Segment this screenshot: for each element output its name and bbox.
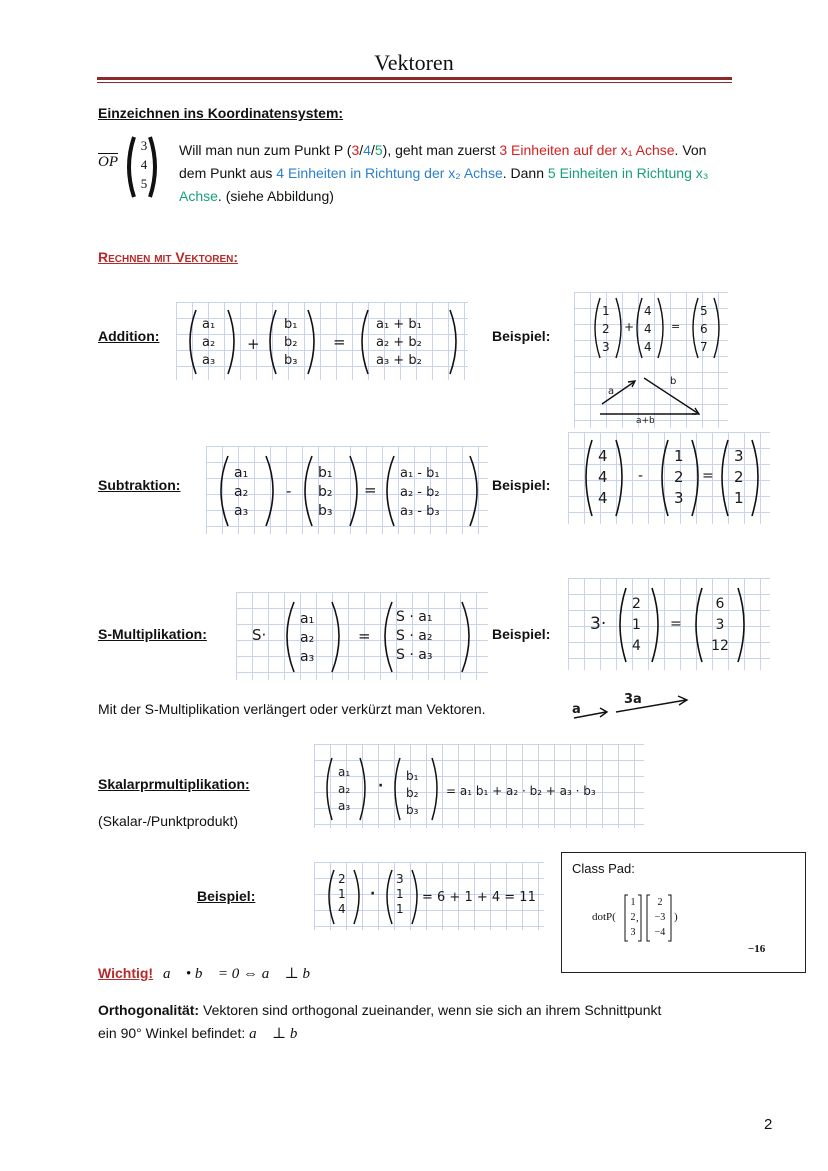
op-x: 3 — [140, 138, 148, 153]
vector-b-label: b — [670, 376, 677, 387]
title-rule — [97, 77, 732, 80]
smult-note: Mit der S-Multiplikation verlängert oder verkürzt man Vektoren. — [98, 701, 486, 717]
wichtig-line — [98, 964, 322, 983]
addition-formula: a₁ a₂ a₃ + b₁ b₂ b₃ = a₁ + b₁ a₂ + b₂ a₃ + b₂ — [176, 302, 468, 380]
wichtig-label: Wichtig! — [98, 965, 154, 981]
page-number: 2 — [764, 1116, 773, 1133]
classpad-fn: dotP( — [592, 911, 616, 923]
subtraktion-label: Subtraktion: — [98, 477, 181, 493]
classpad-box: Class Pad: dotP( 1 2 3 , 2 −3 −4 ) −16 — [561, 852, 806, 973]
addition-example-label: Beispiel: — [492, 328, 551, 344]
op-z: 5 — [140, 176, 148, 191]
ortho-paragraph: Orthogonalität: Vektoren sind orthogonal zueinander, wenn sie sich an ihrem Schnittpunkt ein 90° Winkel befindet: a⃗ ⊥ b⃗ — [98, 1002, 662, 1042]
op-y: 4 — [140, 157, 148, 172]
addition-label: Addition: — [98, 328, 160, 344]
vector-sum-label: a+b — [636, 416, 655, 426]
ortho-label: Orthogonalität: — [98, 1002, 200, 1018]
page-title: Vektoren — [374, 50, 454, 75]
skalar-sublabel: (Skalar-/Punktprodukt) — [98, 813, 239, 829]
smult-label: S-Multiplikation: — [98, 626, 207, 642]
smult-arrows: a 3a — [566, 688, 694, 728]
op-vector — [98, 134, 168, 200]
skalar-label: Skalarprmultiplikation: — [98, 776, 250, 792]
addition-example: 1 2 3 + 4 4 4 = 5 6 7 a b a+b — [574, 292, 728, 428]
skalar-example: 2 1 4 · 3 1 1 = 6 + 1 + 4 = 11 — [314, 862, 544, 930]
op-label: $\overline{OP}$ — [98, 154, 118, 170]
skalar-formula: a₁ a₂ a₃ · b₁ b₂ b₃ = a₁ b₁ + a₂ · b₂ + a₃ · b₃ — [314, 744, 644, 828]
classpad-title: Class Pad: — [572, 861, 635, 876]
subtraktion-example-label: Beispiel: — [492, 477, 551, 493]
classpad-result: −16 — [748, 943, 766, 955]
wichtig-formula: a⃗ • b⃗ = 0 ⇔ a⃗ ⊥ b⃗ — [162, 966, 322, 982]
smult-example: 3· 2 1 4 = 6 3 12 — [568, 578, 770, 670]
point-explanation: Will man nun zum Punkt P (3/4/5), geht man zuerst 3 Einheiten auf der x₁ Achse. Von dem Punkt aus 4 Einheiten in Richtung der x₂ Achse. Dann 5 Einheiten in Richtung x₃ Achse. (siehe Abbildung) — [179, 142, 709, 204]
title-rule-thin — [97, 82, 732, 83]
section-heading-koordinatensystem: Einzeichnen ins Koordinatensystem: — [98, 105, 344, 121]
subtraktion-example: 4 4 4 - 1 2 3 = 3 2 1 — [568, 432, 770, 524]
section-heading-rechnen: Rechnen mit Vektoren: — [98, 249, 239, 265]
vector-a-label: a — [608, 386, 615, 397]
smult-formula: S· a₁ a₂ a₃ = S · a₁ S · a₂ S · a₃ — [236, 592, 488, 680]
subtraktion-formula: a₁ a₂ a₃ - b₁ b₂ b₃ = a₁ - b₁ a₂ - b₂ a₃ - b₃ — [206, 446, 488, 534]
skalar-example-label: Beispiel: — [197, 888, 256, 904]
smult-example-label: Beispiel: — [492, 626, 551, 642]
